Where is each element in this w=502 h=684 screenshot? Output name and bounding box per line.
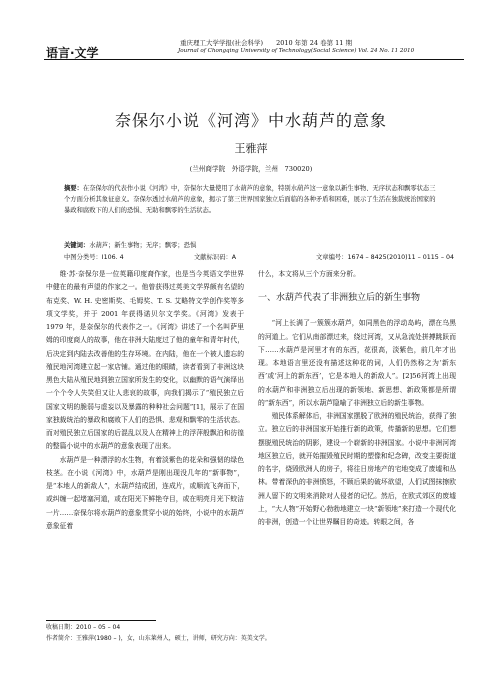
body-right-column (258, 268, 456, 529)
body-paragraph: “河上长满了一簇簇水葫芦，如同黑色的浮动岛屿，漂在乌黑的河道上。它们从南部漂过来，绕过河湾，又从急流处拼搏跳跃而下……水葫芦是河里才有的东西，花很高，淡紫色，前几年才出现。本地语言里还没有描述这种花的词，人们仍然称之为‘新东西’或‘河上的新东西’，它是本地人的新敌人”。[2]56河湾上出现的水葫芦和非洲独立后出现的新领地、新思想、新政策都是所谓的“新东西”，所以水葫芦隐喻了非洲独立后的新生事物。 (258, 319, 456, 407)
document-code: 文献标识码：A (194, 254, 237, 261)
keywords (64, 240, 436, 249)
abstract (64, 183, 436, 216)
body-left-column (46, 268, 244, 533)
author-affiliation: (兰州商学院 外语学院，兰州 730020) (189, 165, 313, 173)
abstract-label: 摘要： (64, 185, 83, 192)
journal-title-en: Journal of Chongqing University of Technology(Social Science) Vol. 24 No. 11 2010 (178, 48, 415, 54)
footnote-rule (46, 620, 156, 621)
body-paragraph: 什么，本文将从三个方面来分析。 (258, 270, 360, 278)
author-bio: 作者简介：王雅萍(1980 – )，女，山东莱州人，硕士，讲师，研究方向：英美文学。 (46, 635, 271, 642)
keywords-text: 水葫芦；新生事物；无序；飘零；恐惧 (89, 242, 197, 249)
section-tag: 语言·文学 (46, 46, 99, 60)
page-header (0, 0, 502, 60)
article-number: 文章编号：1674 – 8425(2010)11 – 0115 – 04 (316, 254, 454, 261)
body-paragraph: 殖民体系解体后，非洲国家摆脱了欧洲的殖民统治，获得了独立。独立后的非洲国家开始推行新的政策，传播新的思想。它们想摆脱殖民统治的阴影，建设一个崭新的非洲国家。小说中非洲河湾地区独立后，就开始摧毁殖民时期的塑像和纪念碑，改变主要街道的名字，烧毁欧洲人的房子，将往日房地产的宅地变成了废墟和丛林。带着深仇的非洲愤怒，不顾后果的破坏欲望，人们试图抹擦欧洲人留下的文明来消除对人侵者的记忆。然后，在欧式郊区的废墟上，“大人物”开始野心勃勃地建立一块“新领地”来打造一个现代化的非洲，创造一个让世界瞩目的奇迹。转眼之间，各 (258, 412, 456, 526)
body-paragraph: 维·苏·奈保尔是一位英籍印度裔作家，也是当今英语文学世界中健在的最有声望的作家之一。他曾获得过英美文学界颇有名望的布克奖、W. H. 史密斯奖、毛姆奖、T. S. 艾略特文学创作奖等多项文学奖，并于 2001 年获得诺贝尔文学奖。《河湾》发表于 1979 年，是奈保尔的代表作之一。《河湾》讲述了一个名叫萨里姆的印度商人的故事，他在非洲大陆度过了他的童年和青年时代，后决定到内陆去改善他的生存环境。在内陆，他在一个被人遗忘的殖民地河湾建立起一家店铺。通过他的眼睛，读者看到了非洲这块黑色大陆从殖民地到独立国家所发生的变化，以幽默的语气演绎出一个个令人失笑但又让人悲哀的故事，向我们揭示了“殖民独立后国家文明的脆弱与虚妄以及暴露的种种社会问题”[1]，展示了在国家独裁统治的暴政和腐败下人们的恐惧、悲观和飘零的生活状态。而对殖民独立后国家的后混乱以及人在精神上的浮萍般飘泊和彷徨的整篇小说中的水葫芦的意象表现了出来。 (46, 270, 244, 451)
journal-title-cn: 重庆理工大学学报(社会科学) 2010 年第 24 卷第 11 期 (180, 39, 352, 47)
section-heading: 一、水葫芦代表了非洲独立后的新生事物 (258, 293, 421, 304)
keywords-label: 关键词： (64, 242, 90, 249)
header-rule (44, 59, 464, 60)
article-title: 奈保尔小说《河湾》中水葫芦的意象 (114, 111, 387, 130)
author-name: 王雅萍 (234, 142, 268, 155)
received-date: 收稿日期：2010 – 05 – 04 (46, 624, 121, 631)
body-paragraph: 水葫芦是一种漂浮的水生物，有着淡紫色的花朵和强韧的绿色枝茎。在小说《河湾》中，水葫芦是刚出现没几年的“新事物”，是“本地人的新敌人”，水葫芦结成团，连成片，或顺流飞奔而下，或纠缠一起堵塞河道，或在阳光下鲜艳夺目，或在明亮月光下蛟洁一片……奈保尔将水葫芦的意象贯穿小说的始终，小说中的水葫芦意象征着 (46, 455, 244, 530)
abstract-text: 在奈保尔的代表作小说《河湾》中，奈保尔大量使用了水葫芦的意象，特别水葫芦这一意象以新生事物、无序状态和飘零状态三个方面分析其象征意义。奈保尔透过水葫芦的意象，揭示了第三世界国家独立后面临的各种矛盾和困难，展示了生活在独裁统治国家的暴政和腐败下的人们的恐惧、无助和飘零的生活状态。 (64, 185, 436, 214)
clc-number: 中图分类号：I106. 4 (64, 254, 124, 261)
